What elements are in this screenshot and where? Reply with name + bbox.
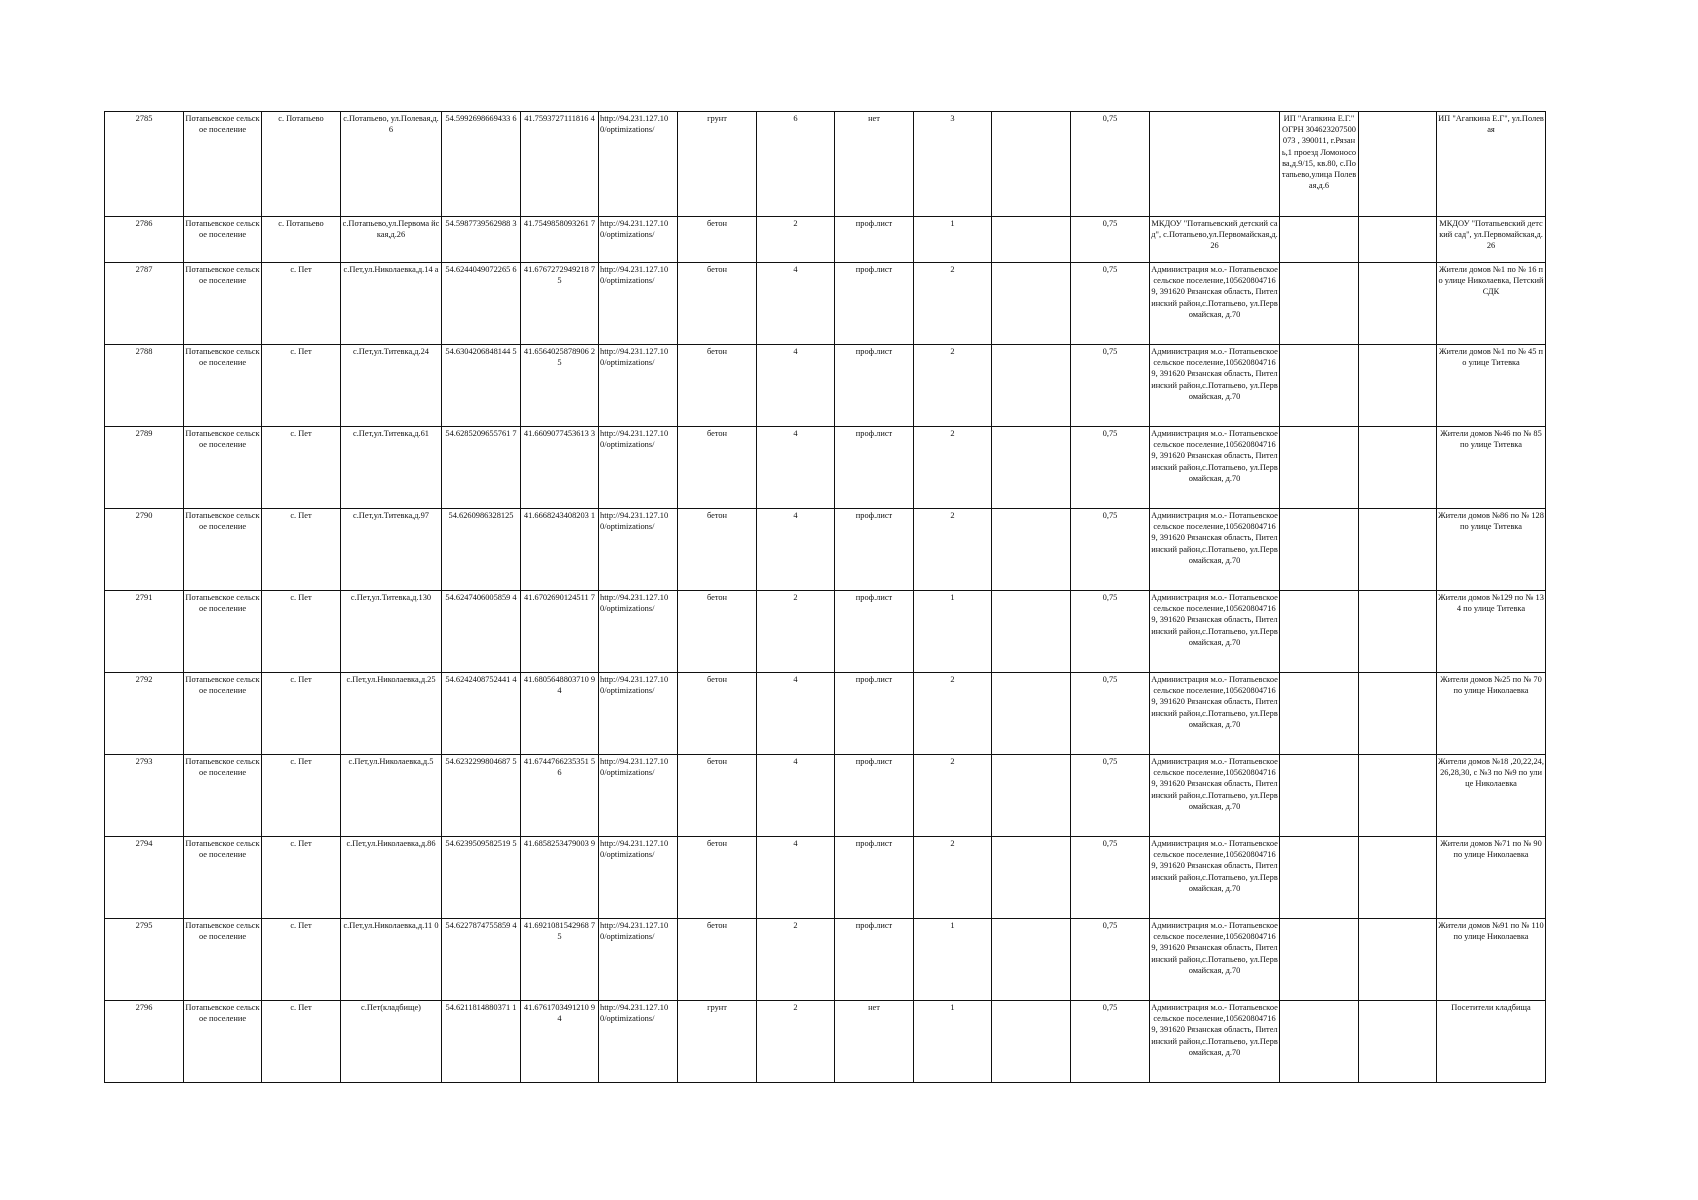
cell-waste-sources: Жители домов №46 по № 85 по улице Титевка xyxy=(1437,427,1546,509)
cell-waste-sources: Жители домов №1 по № 45 по улице Титевка xyxy=(1437,345,1546,427)
cell-waste-sources: Жители домов №25 по № 70по улице Николаевка xyxy=(1437,673,1546,755)
cell-empty-column-1 xyxy=(992,755,1071,837)
cell-photo-link: http://94.231.127.10 0/optimizations/ xyxy=(599,755,678,837)
cell-latitude: 54.6247406005859 4 xyxy=(442,591,521,673)
cell-surface-type: бетон xyxy=(678,427,757,509)
cell-address: с.Пет(кладбище) xyxy=(341,1001,442,1083)
cell-empty-column-2 xyxy=(1359,755,1437,837)
table-row xyxy=(105,673,1546,755)
cell-record-number: 2786 xyxy=(105,217,184,263)
cell-address: с.Пет,ул.Титевка,д.24 xyxy=(341,345,442,427)
cell-settlement: Потапьевское сельское поселение xyxy=(184,837,262,919)
cell-record-number: 2788 xyxy=(105,345,184,427)
cell-container-volume: 0,75 xyxy=(1071,755,1150,837)
cell-balance-holder: Администрация м.о.- Потапьевское сельское поселение,1056208047169, 391620 Рязанская область, Пителинский район,с.Потапьево, ул.Первомайская, д.70 xyxy=(1150,1001,1280,1083)
cell-locality: с. Пет xyxy=(262,509,341,591)
cell-waste-sources: Жители домов №1 по № 16 по улице Николаевка, Петский СДК xyxy=(1437,263,1546,345)
cell-container-count: 2 xyxy=(914,263,992,345)
cell-container-volume: 0,75 xyxy=(1071,591,1150,673)
cell-balance-holder: Администрация м.о.- Потапьевское сельское поселение,1056208047169, 391620 Рязанская область, Пителинский район,с.Потапьево, ул.Первомайская, д.70 xyxy=(1150,345,1280,427)
cell-locality: с. Пет xyxy=(262,1001,341,1083)
cell-empty-column-1 xyxy=(992,345,1071,427)
cell-locality: с. Пет xyxy=(262,427,341,509)
cell-surface-type: бетон xyxy=(678,591,757,673)
cell-waste-sources: Жители домов №86 по № 128 по улице Титевка xyxy=(1437,509,1546,591)
cell-empty-column-1 xyxy=(992,509,1071,591)
cell-address: с.Потапьево, ул.Полевая,д.6 xyxy=(341,112,442,217)
cell-latitude: 54.6260986328125 xyxy=(442,509,521,591)
cell-area: 2 xyxy=(757,1001,835,1083)
cell-empty-column-2 xyxy=(1359,919,1437,1001)
cell-waste-sources: Жители домов №71 по № 90по улице Николаевка xyxy=(1437,837,1546,919)
cell-container-count: 2 xyxy=(914,509,992,591)
cell-fence-type: нет xyxy=(835,1001,914,1083)
cell-locality: с. Пет xyxy=(262,755,341,837)
cell-photo-link: http://94.231.127.10 0/optimizations/ xyxy=(599,837,678,919)
cell-container-volume: 0,75 xyxy=(1071,217,1150,263)
cell-record-number: 2793 xyxy=(105,755,184,837)
table-row xyxy=(105,112,1546,217)
cell-locality: с. Пет xyxy=(262,919,341,1001)
cell-fence-type: проф.лист xyxy=(835,919,914,1001)
table-row xyxy=(105,345,1546,427)
cell-address: с.Пет,ул.Николаевка,д.14 а xyxy=(341,263,442,345)
cell-photo-link: http://94.231.127.10 0/optimizations/ xyxy=(599,427,678,509)
cell-empty-column-2 xyxy=(1359,217,1437,263)
cell-record-number: 2785 xyxy=(105,112,184,217)
cell-empty-column-2 xyxy=(1359,112,1437,217)
cell-record-number: 2795 xyxy=(105,919,184,1001)
cell-owner-info xyxy=(1280,673,1359,755)
cell-address: с.Пет,ул.Николаевка,д.86 xyxy=(341,837,442,919)
cell-photo-link: http://94.231.127.10 0/optimizations/ xyxy=(599,263,678,345)
cell-photo-link: http://94.231.127.10 0/optimizations/ xyxy=(599,112,678,217)
cell-latitude: 54.6227874755859 4 xyxy=(442,919,521,1001)
cell-balance-holder: Администрация м.о.- Потапьевское сельское поселение,1056208047169, 391620 Рязанская область, Пителинский район,с.Потапьево, ул.Первомайская, д.70 xyxy=(1150,427,1280,509)
cell-settlement: Потапьевское сельское поселение xyxy=(184,673,262,755)
cell-empty-column-1 xyxy=(992,837,1071,919)
cell-area: 2 xyxy=(757,591,835,673)
cell-latitude: 54.6285209655761 7 xyxy=(442,427,521,509)
cell-address: с.Пет,ул.Николаевка,д.25 xyxy=(341,673,442,755)
cell-longitude: 41.6702690124511 7 xyxy=(521,591,599,673)
cell-settlement: Потапьевское сельское поселение xyxy=(184,427,262,509)
cell-latitude: 54.6244049072265 6 xyxy=(442,263,521,345)
cell-empty-column-2 xyxy=(1359,509,1437,591)
cell-longitude: 41.6744766235351 56 xyxy=(521,755,599,837)
cell-area: 4 xyxy=(757,427,835,509)
table-row xyxy=(105,1001,1546,1083)
cell-balance-holder: Администрация м.о.- Потапьевское сельское поселение,1056208047169, 391620 Рязанская область, Пителинский район,с.Потапьево, ул.Первомайская, д.70 xyxy=(1150,755,1280,837)
table-row xyxy=(105,591,1546,673)
cell-address: с.Пет,ул.Николаевка,д.11 0 xyxy=(341,919,442,1001)
table-row xyxy=(105,263,1546,345)
cell-surface-type: бетон xyxy=(678,345,757,427)
cell-area: 4 xyxy=(757,509,835,591)
cell-record-number: 2790 xyxy=(105,509,184,591)
cell-address: с.Потапьево,ул.Первома йская,д.26 xyxy=(341,217,442,263)
cell-latitude: 54.6211814880371 1 xyxy=(442,1001,521,1083)
cell-owner-info xyxy=(1280,591,1359,673)
cell-surface-type: грунт xyxy=(678,1001,757,1083)
table-row xyxy=(105,217,1546,263)
cell-fence-type: проф.лист xyxy=(835,263,914,345)
cell-empty-column-1 xyxy=(992,1001,1071,1083)
cell-owner-info xyxy=(1280,755,1359,837)
cell-longitude: 41.6761703491210 94 xyxy=(521,1001,599,1083)
cell-fence-type: проф.лист xyxy=(835,217,914,263)
cell-fence-type: нет xyxy=(835,112,914,217)
cell-fence-type: проф.лист xyxy=(835,509,914,591)
cell-container-count: 2 xyxy=(914,427,992,509)
cell-address: с.Пет,ул.Титевка,д.97 xyxy=(341,509,442,591)
table-row xyxy=(105,427,1546,509)
cell-latitude: 54.6242408752441 4 xyxy=(442,673,521,755)
registry-table xyxy=(104,111,1546,1083)
cell-waste-sources: МКДОУ "Потапьевский детский сад", ул.Первомайская,д.26 xyxy=(1437,217,1546,263)
cell-fence-type: проф.лист xyxy=(835,755,914,837)
cell-photo-link: http://94.231.127.10 0/optimizations/ xyxy=(599,673,678,755)
cell-container-count: 1 xyxy=(914,591,992,673)
cell-owner-info xyxy=(1280,263,1359,345)
cell-settlement: Потапьевское сельское поселение xyxy=(184,217,262,263)
cell-container-volume: 0,75 xyxy=(1071,919,1150,1001)
cell-owner-info xyxy=(1280,217,1359,263)
cell-longitude: 41.7549858093261 7 xyxy=(521,217,599,263)
cell-settlement: Потапьевское сельское поселение xyxy=(184,263,262,345)
cell-settlement: Потапьевское сельское поселение xyxy=(184,1001,262,1083)
cell-owner-info xyxy=(1280,919,1359,1001)
cell-empty-column-2 xyxy=(1359,345,1437,427)
table-row xyxy=(105,919,1546,1001)
cell-longitude: 41.7593727111816 4 xyxy=(521,112,599,217)
cell-area: 2 xyxy=(757,217,835,263)
cell-photo-link: http://94.231.127.10 0/optimizations/ xyxy=(599,919,678,1001)
cell-settlement: Потапьевское сельское поселение xyxy=(184,755,262,837)
cell-balance-holder xyxy=(1150,112,1280,217)
cell-fence-type: проф.лист xyxy=(835,345,914,427)
cell-photo-link: http://94.231.127.10 0/optimizations/ xyxy=(599,345,678,427)
cell-container-volume: 0,75 xyxy=(1071,345,1150,427)
cell-fence-type: проф.лист xyxy=(835,427,914,509)
cell-balance-holder: МКДОУ "Потапьевский детский сад", с.Потапьево,ул.Первомайская,д. 26 xyxy=(1150,217,1280,263)
cell-empty-column-2 xyxy=(1359,591,1437,673)
cell-balance-holder: Администрация м.о.- Потапьевское сельское поселение,1056208047169, 391620 Рязанская область, Пителинский район,с.Потапьево, ул.Первомайская, д.70 xyxy=(1150,919,1280,1001)
cell-surface-type: грунт xyxy=(678,112,757,217)
cell-locality: с. Потапьево xyxy=(262,217,341,263)
cell-surface-type: бетон xyxy=(678,509,757,591)
cell-container-volume: 0,75 xyxy=(1071,673,1150,755)
cell-empty-column-2 xyxy=(1359,837,1437,919)
cell-longitude: 41.6564025878906 25 xyxy=(521,345,599,427)
cell-area: 4 xyxy=(757,837,835,919)
cell-balance-holder: Администрация м.о.- Потапьевское сельское поселение,1056208047169, 391620 Рязанская область, Пителинский район,с.Потапьево, ул.Первомайская, д.70 xyxy=(1150,591,1280,673)
cell-settlement: Потапьевское сельское поселение xyxy=(184,112,262,217)
cell-area: 4 xyxy=(757,263,835,345)
cell-record-number: 2794 xyxy=(105,837,184,919)
cell-empty-column-1 xyxy=(992,112,1071,217)
cell-container-count: 1 xyxy=(914,217,992,263)
cell-settlement: Потапьевское сельское поселение xyxy=(184,509,262,591)
cell-empty-column-2 xyxy=(1359,673,1437,755)
cell-address: с.Пет,ул.Титевка,д.130 xyxy=(341,591,442,673)
cell-container-count: 2 xyxy=(914,673,992,755)
cell-longitude: 41.6668243408203 1 xyxy=(521,509,599,591)
cell-area: 4 xyxy=(757,755,835,837)
cell-balance-holder: Администрация м.о.- Потапьевское сельское поселение,1056208047169, 391620 Рязанская область, Пителинский район,с.Потапьево, ул.Первомайская, д.70 xyxy=(1150,837,1280,919)
cell-empty-column-1 xyxy=(992,591,1071,673)
cell-photo-link: http://94.231.127.10 0/optimizations/ xyxy=(599,509,678,591)
cell-latitude: 54.6239509582519 5 xyxy=(442,837,521,919)
cell-longitude: 41.6858253479003 9 xyxy=(521,837,599,919)
cell-locality: с. Пет xyxy=(262,345,341,427)
cell-area: 2 xyxy=(757,919,835,1001)
cell-container-count: 3 xyxy=(914,112,992,217)
cell-longitude: 41.6767272949218 75 xyxy=(521,263,599,345)
cell-empty-column-2 xyxy=(1359,263,1437,345)
cell-locality: с. Пет xyxy=(262,263,341,345)
cell-balance-holder: Администрация м.о.- Потапьевское сельское поселение,1056208047169, 391620 Рязанская область, Пителинский район,с.Потапьево, ул.Первомайская, д.70 xyxy=(1150,509,1280,591)
cell-settlement: Потапьевское сельское поселение xyxy=(184,591,262,673)
table-row xyxy=(105,755,1546,837)
cell-surface-type: бетон xyxy=(678,919,757,1001)
cell-surface-type: бетон xyxy=(678,263,757,345)
cell-latitude: 54.6304206848144 5 xyxy=(442,345,521,427)
cell-address: с.Пет,ул.Титевка,д.61 xyxy=(341,427,442,509)
cell-record-number: 2796 xyxy=(105,1001,184,1083)
cell-container-count: 1 xyxy=(914,919,992,1001)
cell-empty-column-1 xyxy=(992,427,1071,509)
cell-longitude: 41.6609077453613 3 xyxy=(521,427,599,509)
cell-container-count: 2 xyxy=(914,345,992,427)
cell-area: 4 xyxy=(757,673,835,755)
cell-latitude: 54.5992698669433 6 xyxy=(442,112,521,217)
cell-record-number: 2791 xyxy=(105,591,184,673)
cell-locality: с. Пет xyxy=(262,673,341,755)
cell-latitude: 54.6232299804687 5 xyxy=(442,755,521,837)
cell-record-number: 2787 xyxy=(105,263,184,345)
cell-empty-column-2 xyxy=(1359,1001,1437,1083)
cell-container-volume: 0,75 xyxy=(1071,837,1150,919)
cell-waste-sources: Посетители кладбища xyxy=(1437,1001,1546,1083)
cell-longitude: 41.6921081542968 75 xyxy=(521,919,599,1001)
cell-container-volume: 0,75 xyxy=(1071,509,1150,591)
cell-area: 4 xyxy=(757,345,835,427)
cell-record-number: 2792 xyxy=(105,673,184,755)
cell-container-volume: 0,75 xyxy=(1071,427,1150,509)
cell-container-volume: 0,75 xyxy=(1071,1001,1150,1083)
cell-fence-type: проф.лист xyxy=(835,837,914,919)
cell-empty-column-1 xyxy=(992,673,1071,755)
cell-empty-column-1 xyxy=(992,263,1071,345)
cell-owner-info: ИП "Агапкина Е.Г." ОГРН 304623207500073 , 390011, г.Рязань,1 проезд Ломоносова,д.9/15, кв.80, с.Потапьево,улица Полевая,д.6 xyxy=(1280,112,1359,217)
cell-surface-type: бетон xyxy=(678,837,757,919)
cell-owner-info xyxy=(1280,1001,1359,1083)
cell-waste-sources: Жители домов №129 по № 134 по улице Титевка xyxy=(1437,591,1546,673)
cell-container-count: 1 xyxy=(914,1001,992,1083)
cell-photo-link: http://94.231.127.10 0/optimizations/ xyxy=(599,217,678,263)
table-row xyxy=(105,509,1546,591)
cell-locality: с. Пет xyxy=(262,591,341,673)
cell-surface-type: бетон xyxy=(678,673,757,755)
cell-surface-type: бетон xyxy=(678,755,757,837)
cell-latitude: 54.5987739562988 3 xyxy=(442,217,521,263)
cell-photo-link: http://94.231.127.10 0/optimizations/ xyxy=(599,591,678,673)
cell-locality: с. Потапьево xyxy=(262,112,341,217)
cell-waste-sources: ИП "Агапкина Е.Г", ул.Полевая xyxy=(1437,112,1546,217)
cell-owner-info xyxy=(1280,427,1359,509)
cell-balance-holder: Администрация м.о.- Потапьевское сельское поселение,1056208047169, 391620 Рязанская область, Пителинский район,с.Потапьево, ул.Первомайская, д.70 xyxy=(1150,673,1280,755)
cell-container-volume: 0,75 xyxy=(1071,112,1150,217)
cell-surface-type: бетон xyxy=(678,217,757,263)
cell-fence-type: проф.лист xyxy=(835,591,914,673)
cell-container-count: 2 xyxy=(914,755,992,837)
cell-owner-info xyxy=(1280,837,1359,919)
cell-container-volume: 0,75 xyxy=(1071,263,1150,345)
cell-waste-sources: Жители домов №18 ,20,22,24,26,28,30, с №3 по №9 по улице Николаевка xyxy=(1437,755,1546,837)
cell-longitude: 41.6805648803710 94 xyxy=(521,673,599,755)
cell-address: с.Пет,ул.Николаевка,д.5 xyxy=(341,755,442,837)
cell-settlement: Потапьевское сельское поселение xyxy=(184,919,262,1001)
cell-fence-type: проф.лист xyxy=(835,673,914,755)
cell-balance-holder: Администрация м.о.- Потапьевское сельское поселение,1056208047169, 391620 Рязанская область, Пителинский район,с.Потапьево, ул.Первомайская, д.70 xyxy=(1150,263,1280,345)
cell-empty-column-1 xyxy=(992,217,1071,263)
cell-waste-sources: Жители домов №91 по № 110по улице Николаевка xyxy=(1437,919,1546,1001)
cell-empty-column-2 xyxy=(1359,427,1437,509)
cell-owner-info xyxy=(1280,345,1359,427)
cell-locality: с. Пет xyxy=(262,837,341,919)
cell-container-count: 2 xyxy=(914,837,992,919)
table-row xyxy=(105,837,1546,919)
cell-settlement: Потапьевское сельское поселение xyxy=(184,345,262,427)
cell-empty-column-1 xyxy=(992,919,1071,1001)
cell-record-number: 2789 xyxy=(105,427,184,509)
cell-owner-info xyxy=(1280,509,1359,591)
cell-photo-link: http://94.231.127.10 0/optimizations/ xyxy=(599,1001,678,1083)
cell-area: 6 xyxy=(757,112,835,217)
